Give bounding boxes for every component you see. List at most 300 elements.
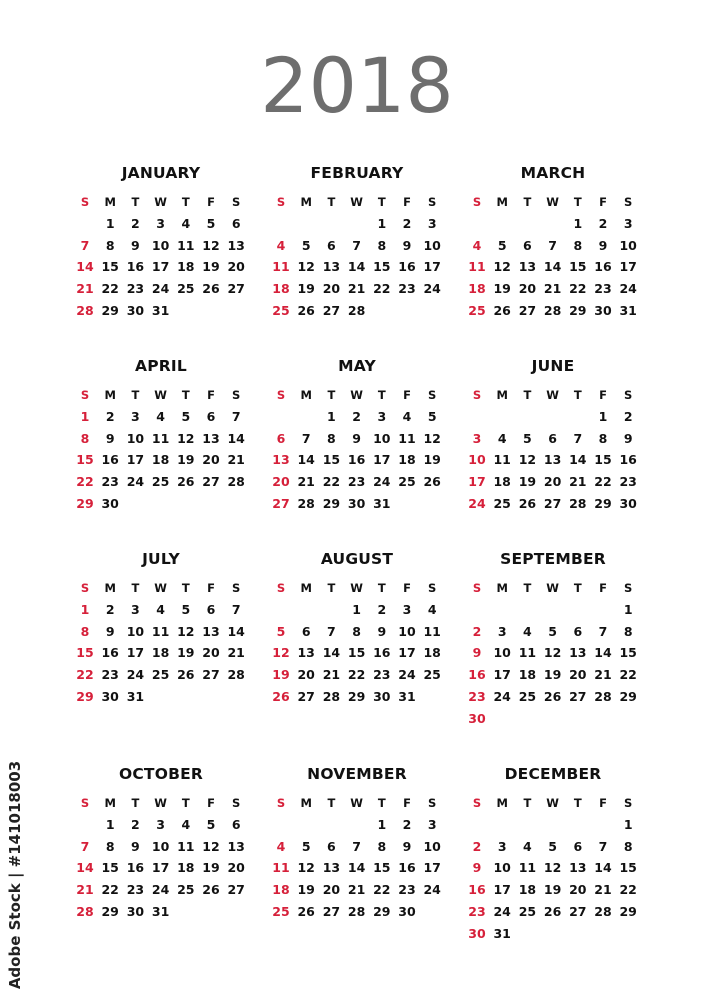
day-cell: 24	[619, 281, 637, 297]
day-cell: 31	[398, 688, 416, 704]
day-cell: 30	[468, 710, 486, 726]
day-cell: 4	[427, 602, 437, 617]
day-cell: 11	[423, 623, 441, 639]
day-cell: 14	[76, 259, 94, 275]
weekday-header: T	[131, 581, 140, 595]
day-cell: 23	[101, 667, 119, 683]
day-cell: 26	[177, 667, 195, 683]
day-cell: 13	[272, 452, 290, 468]
day-cell: 17	[423, 259, 441, 275]
day-cell: 17	[493, 667, 511, 683]
month-august	[269, 549, 445, 739]
day-cell: 22	[101, 281, 119, 297]
day-cell: 25	[177, 882, 195, 898]
day-cell: 12	[202, 237, 220, 253]
weekday-header: T	[573, 796, 582, 810]
day-cell: 4	[497, 430, 507, 446]
day-cell: 13	[569, 645, 587, 661]
day-cell: 16	[594, 259, 612, 275]
day-cell: 2	[598, 216, 608, 231]
month-october	[73, 764, 249, 954]
day-cell: 31	[151, 903, 170, 919]
day-cell: 13	[227, 237, 245, 253]
day-cell: 7	[598, 838, 608, 854]
day-cell: 3	[131, 409, 140, 424]
day-cell: 15	[347, 645, 366, 661]
day-cell: 10	[151, 838, 170, 854]
month-name: JULY	[142, 550, 180, 568]
day-cell: 12	[423, 430, 441, 446]
day-cell: 7	[80, 237, 90, 253]
weekday-header: W	[154, 581, 167, 595]
day-cell: 6	[327, 237, 336, 253]
weekday-header: S	[428, 195, 437, 209]
day-cell: 22	[373, 882, 391, 898]
weekday-header: M	[104, 388, 116, 402]
day-cell: 2	[105, 409, 115, 424]
month-name: MAY	[338, 357, 376, 375]
day-cell: 9	[472, 860, 482, 876]
weekday-header: M	[300, 581, 312, 595]
day-cell: 31	[151, 302, 170, 318]
day-cell: 17	[619, 259, 637, 275]
day-cell: 16	[619, 452, 637, 468]
day-cell: 15	[76, 645, 94, 661]
day-cell: 9	[131, 838, 140, 854]
day-cell: 1	[623, 817, 633, 832]
day-cell: 28	[347, 302, 366, 318]
day-cell: 24	[126, 474, 145, 490]
day-cell: 5	[301, 237, 311, 253]
month-april	[73, 356, 249, 546]
day-cell: 18	[151, 452, 170, 468]
weekday-header: T	[327, 195, 336, 209]
day-cell: 9	[105, 430, 115, 446]
day-cell: 29	[322, 495, 341, 511]
month-name: AUGUST	[320, 550, 394, 568]
day-cell: 23	[347, 474, 366, 490]
day-cell: 11	[177, 237, 195, 253]
weekday-header: T	[523, 388, 532, 402]
day-cell: 29	[619, 688, 637, 704]
day-cell: 18	[468, 281, 486, 297]
day-cell: 2	[352, 409, 361, 424]
day-cell: 20	[227, 860, 245, 876]
day-cell: 2	[377, 602, 387, 617]
day-cell: 10	[423, 838, 441, 854]
day-cell: 11	[272, 259, 290, 275]
day-cell: 23	[126, 882, 145, 898]
weekday-header: F	[599, 388, 607, 402]
month-december	[465, 764, 641, 954]
day-cell: 30	[619, 495, 637, 511]
day-cell: 29	[76, 495, 94, 511]
day-cell: 10	[126, 623, 145, 639]
day-cell: 6	[206, 409, 216, 424]
stock-watermark	[2, 760, 28, 990]
day-cell: 24	[468, 495, 486, 511]
day-cell: 16	[126, 259, 145, 275]
weekday-header: T	[181, 388, 190, 402]
day-cell: 15	[619, 860, 637, 876]
day-cell: 5	[427, 409, 437, 424]
day-cell: 21	[347, 281, 366, 297]
day-cell: 24	[423, 281, 441, 297]
day-cell: 28	[569, 495, 587, 511]
day-cell: 24	[126, 667, 145, 683]
day-cell: 3	[427, 817, 437, 832]
day-cell: 1	[598, 409, 608, 424]
day-cell: 6	[548, 430, 557, 446]
day-cell: 3	[402, 602, 412, 617]
month-name: NOVEMBER	[307, 765, 407, 783]
day-cell: 5	[301, 838, 311, 854]
day-cell: 1	[377, 817, 387, 832]
day-cell: 28	[594, 903, 612, 919]
day-cell: 1	[80, 602, 90, 617]
day-cell: 15	[76, 452, 94, 468]
day-cell: 7	[598, 623, 608, 639]
day-cell: 17	[423, 860, 441, 876]
day-cell: 21	[569, 474, 587, 490]
month-july	[73, 549, 249, 739]
weekday-header: T	[131, 195, 140, 209]
day-cell: 4	[472, 237, 482, 253]
weekday-header: S	[80, 796, 90, 810]
day-cell: 27	[518, 302, 537, 318]
day-cell: 29	[76, 688, 94, 704]
day-cell: 4	[523, 838, 532, 854]
day-cell: 30	[126, 903, 145, 919]
day-cell: 14	[347, 860, 366, 876]
month-june	[465, 356, 641, 546]
day-cell: 12	[177, 430, 195, 446]
day-cell: 22	[76, 667, 94, 683]
day-cell: 19	[543, 667, 562, 683]
day-cell: 24	[493, 688, 511, 704]
weekday-header: F	[207, 581, 215, 595]
weekday-header: T	[523, 581, 532, 595]
day-cell: 19	[423, 452, 441, 468]
day-cell: 16	[468, 882, 486, 898]
day-cell: 4	[523, 623, 532, 639]
day-cell: 15	[322, 452, 341, 468]
day-cell: 17	[151, 860, 170, 876]
day-cell: 7	[548, 237, 557, 253]
day-cell: 16	[101, 645, 119, 661]
day-cell: 9	[623, 430, 633, 446]
day-cell: 24	[398, 667, 416, 683]
day-cell: 3	[156, 817, 165, 832]
weekday-header: F	[599, 796, 607, 810]
day-cell: 14	[76, 860, 94, 876]
day-cell: 3	[427, 216, 437, 231]
day-cell: 5	[548, 838, 557, 854]
weekday-header: F	[403, 195, 411, 209]
day-cell: 13	[297, 645, 315, 661]
day-cell: 25	[398, 474, 416, 490]
day-cell: 28	[227, 474, 245, 490]
day-cell: 11	[177, 838, 195, 854]
month-february	[269, 163, 445, 353]
weekday-header: S	[80, 388, 90, 402]
day-cell: 13	[569, 860, 587, 876]
day-cell: 22	[619, 882, 637, 898]
day-cell: 20	[518, 281, 537, 297]
day-cell: 30	[101, 688, 119, 704]
day-cell: 18	[272, 281, 290, 297]
day-cell: 8	[598, 430, 608, 446]
weekday-header: W	[546, 796, 559, 810]
day-cell: 24	[151, 281, 170, 297]
day-cell: 2	[472, 838, 482, 854]
day-cell: 30	[126, 302, 145, 318]
day-cell: 27	[297, 688, 315, 704]
day-cell: 30	[594, 302, 612, 318]
day-cell: 26	[297, 903, 315, 919]
day-cell: 25	[272, 903, 290, 919]
day-cell: 3	[497, 623, 507, 639]
month-name: MARCH	[520, 164, 586, 182]
day-cell: 11	[518, 860, 537, 876]
day-cell: 9	[131, 237, 140, 253]
day-cell: 5	[181, 409, 191, 424]
day-cell: 21	[543, 281, 562, 297]
day-cell: 20	[322, 882, 341, 898]
day-cell: 20	[322, 281, 341, 297]
day-cell: 1	[327, 409, 336, 424]
day-cell: 22	[322, 474, 341, 490]
month-name: FEBRUARY	[310, 164, 404, 182]
day-cell: 29	[569, 302, 587, 318]
day-cell: 24	[151, 882, 170, 898]
day-cell: 20	[569, 882, 587, 898]
day-cell: 3	[472, 430, 482, 446]
day-cell: 11	[518, 645, 537, 661]
day-cell: 9	[105, 623, 115, 639]
weekday-header: F	[207, 195, 215, 209]
weekday-header: F	[403, 388, 411, 402]
month-name: DECEMBER	[504, 765, 602, 783]
weekday-header: T	[327, 581, 336, 595]
day-cell: 26	[177, 474, 195, 490]
day-cell: 26	[518, 495, 537, 511]
day-cell: 17	[151, 259, 170, 275]
weekday-header: W	[350, 581, 363, 595]
day-cell: 5	[276, 623, 286, 639]
day-cell: 28	[543, 302, 562, 318]
weekday-header: T	[181, 195, 190, 209]
day-cell: 19	[297, 281, 315, 297]
day-cell: 10	[493, 860, 511, 876]
day-cell: 4	[276, 838, 286, 854]
day-cell: 21	[76, 882, 94, 898]
day-cell: 13	[227, 838, 245, 854]
day-cell: 14	[227, 623, 245, 639]
day-cell: 24	[493, 903, 511, 919]
day-cell: 23	[126, 281, 145, 297]
day-cell: 10	[398, 623, 416, 639]
day-cell: 8	[352, 623, 361, 639]
day-cell: 15	[373, 860, 391, 876]
weekday-header: W	[154, 796, 167, 810]
day-cell: 7	[352, 237, 361, 253]
day-cell: 16	[398, 259, 416, 275]
day-cell: 27	[569, 903, 587, 919]
day-cell: 26	[202, 281, 220, 297]
day-cell: 1	[573, 216, 583, 231]
day-cell: 8	[105, 838, 115, 854]
day-cell: 31	[126, 688, 145, 704]
day-cell: 19	[202, 259, 220, 275]
day-cell: 15	[101, 860, 119, 876]
day-cell: 7	[301, 430, 311, 446]
weekday-header: T	[377, 796, 386, 810]
day-cell: 14	[594, 645, 612, 661]
weekday-header: T	[131, 796, 140, 810]
weekday-header: S	[624, 581, 633, 595]
day-cell: 8	[80, 623, 90, 639]
day-cell: 28	[347, 903, 366, 919]
day-cell: 18	[423, 645, 441, 661]
day-cell: 10	[423, 237, 441, 253]
weekday-header: M	[496, 581, 508, 595]
day-cell: 7	[573, 430, 583, 446]
weekday-header: W	[350, 388, 363, 402]
day-cell: 14	[227, 430, 245, 446]
watermark-text: Adobe Stock | #141018003	[6, 760, 24, 990]
day-cell: 2	[131, 216, 140, 231]
day-cell: 17	[398, 645, 416, 661]
day-cell: 10	[373, 430, 391, 446]
day-cell: 10	[468, 452, 486, 468]
day-cell: 29	[373, 903, 391, 919]
day-cell: 19	[493, 281, 511, 297]
day-cell: 7	[231, 602, 241, 617]
day-cell: 12	[543, 645, 562, 661]
day-cell: 9	[402, 237, 412, 253]
day-cell: 30	[398, 903, 416, 919]
day-cell: 29	[101, 903, 119, 919]
day-cell: 21	[322, 667, 341, 683]
day-cell: 27	[227, 281, 245, 297]
day-cell: 30	[373, 688, 391, 704]
day-cell: 12	[177, 623, 195, 639]
day-cell: 19	[177, 452, 195, 468]
day-cell: 5	[206, 817, 216, 832]
weekday-header: T	[377, 581, 386, 595]
day-cell: 12	[297, 860, 315, 876]
weekday-header: S	[232, 581, 241, 595]
day-cell: 3	[497, 838, 507, 854]
month-name: OCTOBER	[118, 765, 204, 783]
weekday-header: S	[80, 195, 90, 209]
day-cell: 10	[493, 645, 511, 661]
day-cell: 30	[347, 495, 366, 511]
day-cell: 18	[518, 882, 537, 898]
day-cell: 20	[272, 474, 290, 490]
day-cell: 17	[126, 452, 145, 468]
day-cell: 26	[543, 903, 562, 919]
day-cell: 11	[468, 259, 486, 275]
day-cell: 11	[272, 860, 290, 876]
day-cell: 7	[327, 623, 336, 639]
day-cell: 9	[598, 237, 608, 253]
day-cell: 28	[227, 667, 245, 683]
day-cell: 9	[402, 838, 412, 854]
weekday-header: S	[472, 796, 482, 810]
day-cell: 8	[105, 237, 115, 253]
day-cell: 1	[623, 602, 633, 617]
day-cell: 27	[202, 474, 220, 490]
weekday-header: M	[104, 581, 116, 595]
day-cell: 27	[322, 903, 341, 919]
day-cell: 13	[202, 430, 220, 446]
day-cell: 18	[398, 452, 416, 468]
day-cell: 25	[177, 281, 195, 297]
day-cell: 31	[619, 302, 637, 318]
weekday-header: M	[104, 195, 116, 209]
day-cell: 21	[594, 882, 612, 898]
day-cell: 10	[126, 430, 145, 446]
day-cell: 23	[594, 281, 612, 297]
day-cell: 14	[569, 452, 587, 468]
day-cell: 8	[80, 430, 90, 446]
day-cell: 22	[373, 281, 391, 297]
month-november	[269, 764, 445, 954]
day-cell: 27	[322, 302, 341, 318]
day-cell: 25	[272, 302, 290, 318]
day-cell: 18	[272, 882, 290, 898]
day-cell: 10	[619, 237, 637, 253]
month-september	[465, 549, 641, 739]
day-cell: 21	[297, 474, 315, 490]
weekday-header: T	[327, 388, 336, 402]
day-cell: 6	[231, 216, 241, 231]
month-name: SEPTEMBER	[500, 550, 606, 568]
day-cell: 6	[573, 623, 583, 639]
day-cell: 4	[276, 237, 286, 253]
day-cell: 1	[377, 216, 387, 231]
weekday-header: W	[350, 195, 363, 209]
month-name: APRIL	[135, 357, 187, 375]
day-cell: 27	[227, 882, 245, 898]
month-january	[73, 163, 249, 353]
day-cell: 14	[322, 645, 341, 661]
weekday-header: S	[276, 796, 286, 810]
day-cell: 19	[518, 474, 537, 490]
weekday-header: S	[428, 581, 437, 595]
day-cell: 20	[202, 452, 220, 468]
day-cell: 17	[373, 452, 391, 468]
day-cell: 21	[227, 645, 245, 661]
day-cell: 22	[347, 667, 366, 683]
day-cell: 2	[402, 216, 412, 231]
weekday-header: S	[276, 195, 286, 209]
weekday-header: M	[496, 796, 508, 810]
day-cell: 6	[327, 838, 336, 854]
day-cell: 22	[594, 474, 612, 490]
day-cell: 5	[523, 430, 532, 446]
day-cell: 25	[423, 667, 441, 683]
year-title: 2018	[260, 41, 454, 130]
day-cell: 6	[523, 237, 532, 253]
day-cell: 17	[468, 474, 486, 490]
day-cell: 13	[322, 860, 341, 876]
day-cell: 17	[493, 882, 511, 898]
weekday-header: F	[403, 581, 411, 595]
day-cell: 18	[151, 645, 170, 661]
